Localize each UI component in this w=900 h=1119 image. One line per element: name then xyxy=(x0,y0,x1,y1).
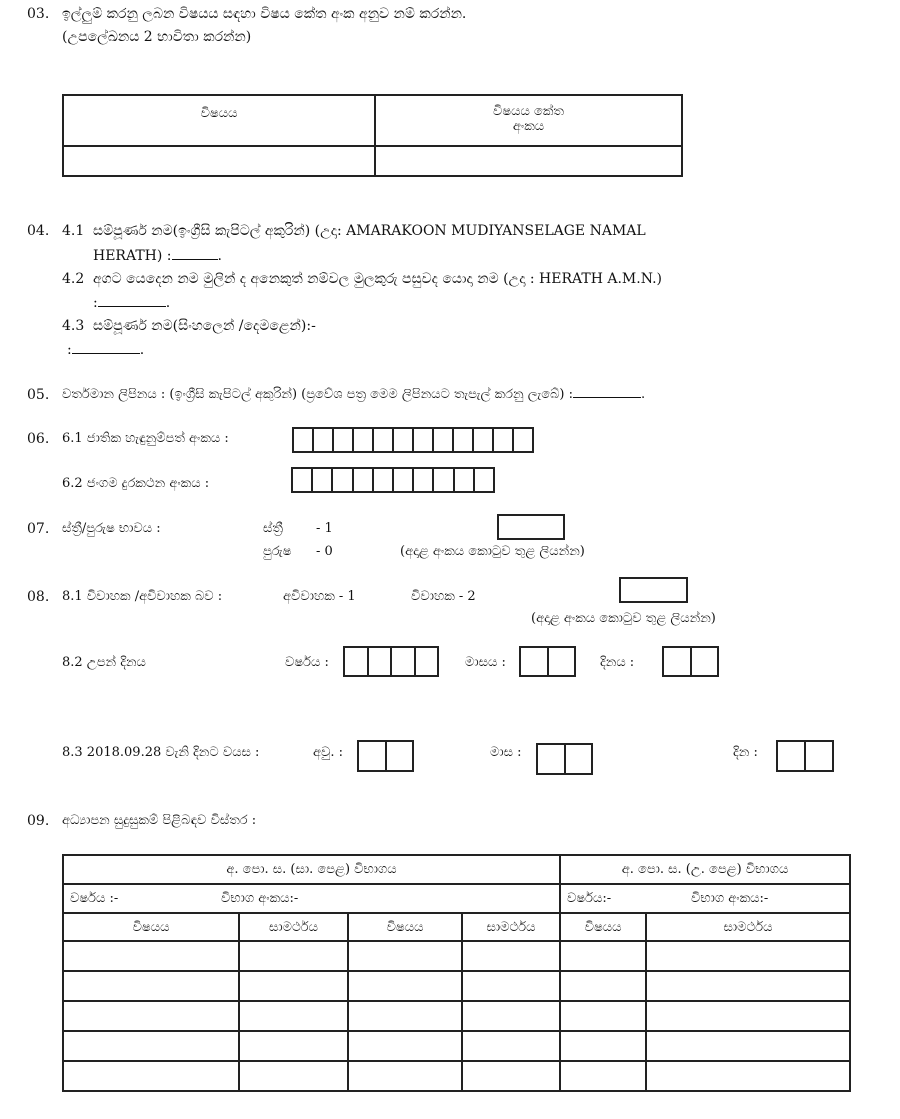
table-cell[interactable] xyxy=(560,971,646,1001)
q05-label: වර්තමාන ලිපිනය : (ඉංග්‍රීසි කැපිටල් අකුරින්) (ප්‍රවේශ පත්‍ර මෙම ලිපිනයට තැපැල් කරනු ලැබේ) : . xyxy=(62,387,646,402)
q04-2-number: 4.2 xyxy=(62,271,85,287)
table-cell[interactable] xyxy=(560,1061,646,1091)
table-cell[interactable] xyxy=(239,1001,348,1031)
table-cell[interactable] xyxy=(646,971,850,1001)
table-cell[interactable] xyxy=(462,941,560,971)
table-cell[interactable] xyxy=(63,971,239,1001)
table-cell[interactable] xyxy=(462,971,560,1001)
table-cell[interactable] xyxy=(239,941,348,971)
table-cell[interactable] xyxy=(560,1031,646,1061)
table-cell[interactable] xyxy=(646,941,850,971)
q06-number: 06. xyxy=(27,431,50,447)
dob-month-label: මාසය : xyxy=(465,655,506,670)
name-with-initials-field[interactable] xyxy=(98,306,166,307)
table-cell[interactable] xyxy=(646,1001,850,1031)
table-cell[interactable] xyxy=(646,1061,850,1091)
ol-index-label: විභාග අංකය:- xyxy=(221,891,299,906)
table-cell[interactable] xyxy=(239,1031,348,1061)
unmarried-option: අවිවාහක - 1 xyxy=(283,589,356,604)
ol-year-index-row[interactable] xyxy=(63,884,560,913)
table-cell[interactable] xyxy=(560,941,646,971)
dob-day-label: දිනය : xyxy=(600,655,635,670)
table-row xyxy=(63,1001,850,1031)
gender-male-label: පුරුෂ xyxy=(263,544,292,559)
table-row xyxy=(63,1061,850,1091)
gender-code-box[interactable] xyxy=(497,514,565,540)
dob-year-label: වර්ෂය : xyxy=(285,655,329,670)
gender-female-code: - 1 xyxy=(316,521,333,536)
subject-header: විෂයය xyxy=(63,95,375,146)
ol-subject-header-2: විෂයය xyxy=(348,913,462,941)
married-option: විවාහක - 2 xyxy=(411,589,476,604)
table-cell[interactable] xyxy=(348,1061,462,1091)
ol-exam-header: අ. පො. ස. (සා. පෙළ) විභාගය xyxy=(63,855,560,884)
table-cell[interactable] xyxy=(239,971,348,1001)
q05-number: 05. xyxy=(27,387,50,403)
q09-number: 09. xyxy=(27,813,50,829)
subject-code-table xyxy=(62,94,683,177)
age-years-label: අවු. : xyxy=(313,745,343,760)
table-cell[interactable] xyxy=(348,1001,462,1031)
subject-code-header-line1: විෂයය කේත xyxy=(493,104,564,119)
q04-1-continuation: HERATH) : . xyxy=(93,248,222,264)
gender-female-label: ස්ත්‍රී xyxy=(263,521,283,536)
table-cell[interactable] xyxy=(63,941,239,971)
q07-number: 07. xyxy=(27,521,50,537)
subject-code-header-line2: අංකය xyxy=(512,119,545,134)
q04-3-colon: : xyxy=(67,342,72,358)
q04-2-continuation: : . xyxy=(93,295,171,311)
q04-1-label: සම්පූර්ණ නම(ඉංග්‍රීසි කැපිටල් අකුරින්) (උදා: AMARAKOON MUDIYANSELAGE NAMAL xyxy=(93,223,646,239)
table-cell[interactable] xyxy=(348,941,462,971)
al-subject-header: විෂයය xyxy=(560,913,646,941)
subject-input-cell[interactable] xyxy=(63,146,375,176)
mobile-label: 6.2 ජංගම දුරකථන අංකය : xyxy=(62,476,210,491)
gender-male-code: - 0 xyxy=(316,544,333,559)
al-index-label: විභාග අංකය:- xyxy=(691,891,769,906)
ol-grade-header-1: සාමර්ථය xyxy=(239,913,348,941)
mobile-number-boxes[interactable] xyxy=(291,467,495,493)
q04-1-number: 4.1 xyxy=(62,223,85,239)
al-grade-header: සාමර්ථය xyxy=(646,913,850,941)
al-year-index-row[interactable] xyxy=(560,884,850,913)
table-cell[interactable] xyxy=(63,1031,239,1061)
q04-3-continuation: : . xyxy=(67,342,145,358)
q04-2-colon: : xyxy=(93,295,98,311)
table-row xyxy=(63,941,850,971)
ol-grade-header-2: සාමර්ථය xyxy=(462,913,560,941)
dob-year-boxes[interactable] xyxy=(343,646,439,677)
table-row xyxy=(63,971,850,1001)
table-cell[interactable] xyxy=(63,1061,239,1091)
age-years-boxes[interactable] xyxy=(357,740,414,772)
subject-code-header xyxy=(375,95,682,146)
table-cell[interactable] xyxy=(348,971,462,1001)
table-row xyxy=(63,1031,850,1061)
age-months-boxes[interactable] xyxy=(536,743,593,775)
table-cell[interactable] xyxy=(239,1061,348,1091)
table-cell[interactable] xyxy=(462,1031,560,1061)
table-cell[interactable] xyxy=(462,1001,560,1031)
marital-status-label: 8.1 විවාහක /අවිවාහක බව : xyxy=(62,589,223,604)
full-name-sinhala-field[interactable] xyxy=(72,353,140,354)
gender-label: ස්ත්‍රී/පුරුෂ භාවය : xyxy=(62,521,161,536)
address-field[interactable] xyxy=(573,397,641,398)
age-label: 8.3 2018.09.28 වැනි දිනට වයස : xyxy=(62,745,260,760)
address-label: වර්තමාන ලිපිනය : (ඉංග්‍රීසි කැපිටල් අකුරින්) (ප්‍රවේශ පත්‍ර මෙම ලිපිනයට තැපැල් කරනු ලැබේ) : xyxy=(62,387,573,402)
q04-2-label: අගට යෙදෙන නම මුලින් ද අනෙකුත් නම්වල මුලකුරු පසුවද යොදා නම (උදා : HERATH A.M.N.) xyxy=(93,271,662,287)
subject-code-input-cell[interactable] xyxy=(375,146,682,176)
age-months-label: මාස : xyxy=(490,745,522,760)
dob-label: 8.2 උපන් දිනය xyxy=(62,655,146,670)
age-days-boxes[interactable] xyxy=(776,740,834,772)
nic-number-boxes[interactable] xyxy=(292,427,534,453)
marital-status-box[interactable] xyxy=(619,577,688,603)
table-cell[interactable] xyxy=(462,1061,560,1091)
q04-3-number: 4.3 xyxy=(62,318,85,334)
education-table xyxy=(62,854,851,1092)
q04-number: 04. xyxy=(27,223,50,239)
q08-number: 08. xyxy=(27,589,50,605)
q04-3-label: සම්පූර්ණ නම(සිංහලෙන් /දෙමළෙන්):- xyxy=(93,318,316,334)
nic-label: 6.1 ජාතික හැඳුනුම්පත් අංකය : xyxy=(62,431,229,446)
ol-subject-header-1: විෂයය xyxy=(63,913,239,941)
table-cell[interactable] xyxy=(560,1001,646,1031)
table-cell[interactable] xyxy=(646,1031,850,1061)
q03-instruction: (උපලේඛනය 2 භාවිතා කරන්න) xyxy=(62,29,252,45)
table-cell[interactable] xyxy=(63,1001,239,1031)
q03-number: 03. xyxy=(27,6,50,22)
marital-status-note: (අදාළ අංකය කොටුව තුළ ලියන්න) xyxy=(531,611,716,626)
education-label: අධ්‍යාපන සුදුසුකම් පිළිබඳව විස්තර : xyxy=(62,813,257,828)
full-name-english-field[interactable] xyxy=(172,259,218,260)
dob-day-boxes[interactable] xyxy=(662,646,719,677)
ol-year-label: වර්ෂය :- xyxy=(70,891,119,906)
gender-note: (අදාළ අංකය කොටුව තුළ ලියන්න) xyxy=(400,544,585,559)
age-days-label: දින : xyxy=(733,745,758,760)
al-exam-header: අ. පො. ස. (උ. පෙළ) විභාගය xyxy=(560,855,850,884)
q03-question: ඉල්ලුම් කරනු ලබන විෂයය සඳහා විෂය කේත අංක අනුව නම් කරන්න. xyxy=(62,6,467,22)
table-cell[interactable] xyxy=(348,1031,462,1061)
al-year-label: වර්ෂය:- xyxy=(567,891,612,906)
q04-1-colon: HERATH) : xyxy=(93,248,172,264)
dob-month-boxes[interactable] xyxy=(519,646,576,677)
